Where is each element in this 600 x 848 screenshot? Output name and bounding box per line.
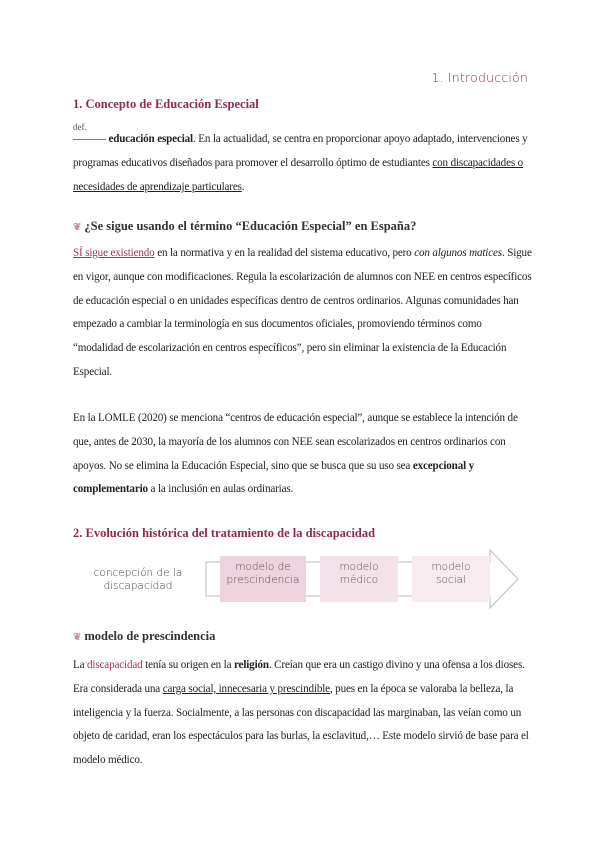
definition-paragraph xyxy=(73,128,533,199)
underlined-burden: carga social, innecesaria y prescindible xyxy=(162,682,330,695)
m-t3: . Creían que era un castigo divino y una ofensa a los dioses. Era considerada una xyxy=(73,659,525,695)
blank-line: ——— xyxy=(73,133,106,145)
italic-phrase: con algunos matices xyxy=(414,247,502,259)
underlined-phrase: con discapacidades o necesidades de aprendizaje particulares xyxy=(73,156,524,193)
p2-text1: En la LOMLE (2020) se menciona “centros de educación especial”, aunque se establece la intención de que, antes de 2030, la mayoría de los alumnos con NEE sean escolarizados en centros ordinarios con apoyos. No se elimina la Educación Especial, sino que se busca que su uso sea xyxy=(73,412,518,472)
stage-prescindencia-line1: modelo de xyxy=(235,561,291,573)
stage-social-line1: modelo xyxy=(431,561,471,573)
model-paragraph xyxy=(73,654,533,773)
m-t2: tenía su origen en la xyxy=(142,659,234,671)
stage-medico-line1: modelo xyxy=(339,561,379,573)
chapter-title: 1. Introducción xyxy=(431,70,528,85)
definition-label: def. xyxy=(73,122,87,132)
leaf-icon: ❦ xyxy=(73,632,82,643)
bold-religion: religión xyxy=(233,659,269,671)
section-heading-concept: 1. Concepto de Educación Especial xyxy=(73,97,259,111)
stage-social-line2: social xyxy=(436,574,466,586)
definition-text: . En la actualidad, se centra en proporcionar apoyo adaptado, intervenciones y programas educativos diseñados para promover el desarrollo óptimo de estudiantes xyxy=(73,133,528,169)
question-heading-text: ¿Se sigue usando el término “Educación Especial” en España? xyxy=(84,219,417,233)
question-paragraph-2 xyxy=(73,407,533,502)
bold-phrase: excepcional y complementario xyxy=(73,459,475,496)
model-heading xyxy=(73,629,215,644)
definition-end: . xyxy=(241,180,245,193)
m-t4: , pues en la época se valoraba la belleza, la inteligencia y la fuerza. Socialmente, a las personas con discapacidad las marginaban, las veían como un objeto de caridad, eran los espectáculos para las burlas, la esclavitud,… Este modelo sirvió de base para el modelo médico. xyxy=(73,682,529,767)
leaf-icon: ❦ xyxy=(73,222,82,233)
model-heading-text: modelo de prescindencia xyxy=(84,629,216,643)
question-heading xyxy=(73,219,416,234)
diagram-label-line1: concepción de la xyxy=(93,567,183,579)
m-t1: La xyxy=(73,659,88,671)
evolution-diagram xyxy=(86,548,518,610)
highlight-yes: SÍ sigue existiendo xyxy=(73,247,155,259)
stage-prescindencia-line2: prescindencia xyxy=(226,574,300,586)
question-paragraph-1 xyxy=(73,242,533,385)
diagram-label-line2: discapacidad xyxy=(103,580,173,592)
term-special-education: educación especial xyxy=(108,133,193,145)
p2-text2: a la inclusión en aulas ordinarias. xyxy=(147,483,294,496)
stage-medico-line2: médico xyxy=(339,574,379,586)
section-heading-history: 2. Evolución histórica del tratamiento de la discapacidad xyxy=(73,526,376,540)
pink-disability: discapacidad xyxy=(87,659,143,671)
p1-text1: en la normativa y en la realidad del sistema educativo, pero xyxy=(154,247,415,259)
p1-text2: . Sigue en vigor, aunque con modificaciones. Regula la escolarización de alumnos con NEE en centros específicos de educación especial o en unidades específicas dentro de centros ordinarios. Algunas comunidades han empezado a cambiar la terminología en sus documentos oficiales, promoviendo términos como “modalidad de escolarización en centros específicos”, pero sin eliminar la existencia de la Educación Especial. xyxy=(73,247,532,378)
